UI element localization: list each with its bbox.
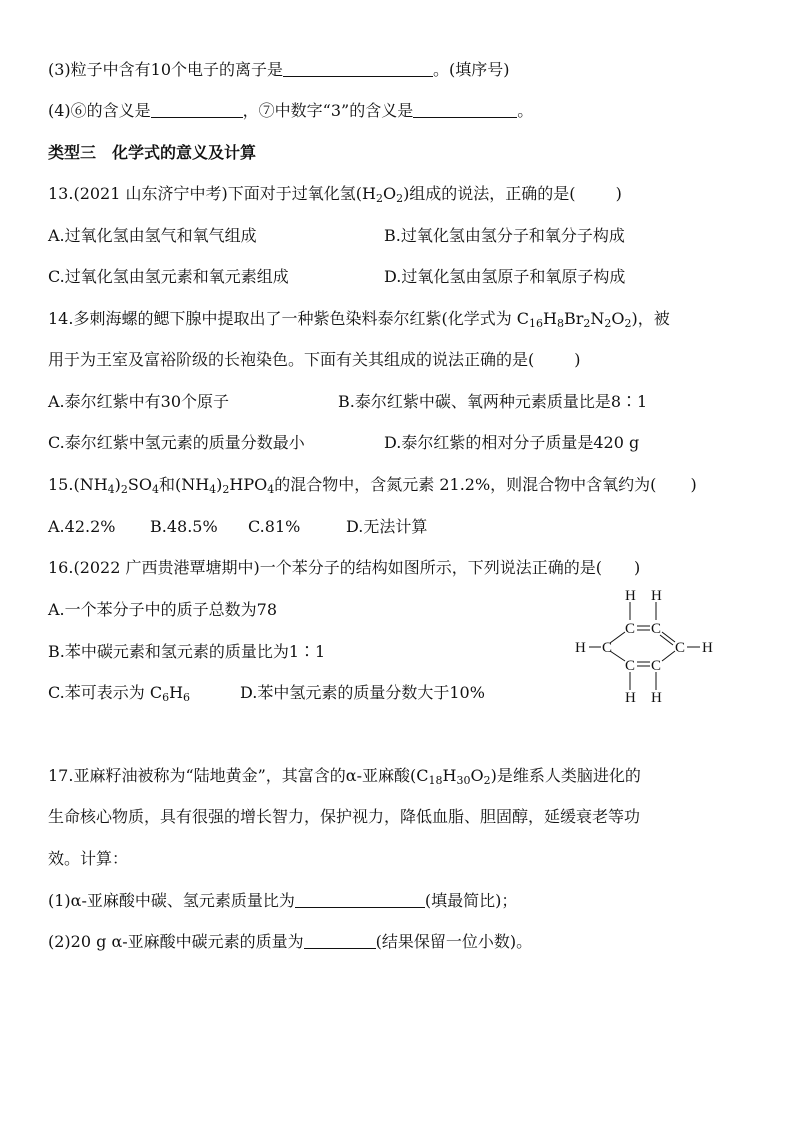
subscript: 2 [120,483,128,496]
q12-part3 [48,59,510,81]
subscript: 30 [456,774,471,787]
q17-text: O [470,766,484,785]
atom-c: C [625,621,636,637]
subscript: 2 [222,483,230,496]
subscript: 2 [483,774,491,787]
atom-h: H [651,690,662,706]
q17-line2: 生命核心物质，具有很强的增长智力，保护视力，降低血脂、胆固醇，延缓衰老等功 [48,807,641,826]
atom-c: C [602,640,613,656]
q13-stem-b: O [382,184,397,203]
q15-option-b: B.48.5% [150,517,218,536]
q16-stem-end: ) [633,558,641,577]
q15-part: 的混合物中，含氮元素 21.2%，则混合物中含氧约为( [274,475,657,494]
bond [662,651,675,661]
q14-option-a: A.泰尔红紫中有30个原子 [48,392,230,411]
q14-line2-end: ) [574,350,581,369]
q12-part4-text-a: (4)⑥的含义是 [48,101,151,120]
q13-stem-c: )组成的说法，正确的是( [403,184,576,203]
q17-line3: 效。计算： [48,849,129,868]
answer-blank[interactable] [413,101,517,118]
bond [662,632,675,642]
q16-option-a: A.一个苯分子中的质子总数为78 [48,600,278,619]
q15-part: 15.(NH [48,475,108,494]
q13-stem-end: ) [615,184,622,203]
q14-stem-b: )，被 [631,309,670,328]
q14-formula-part: N [590,309,605,328]
q16-stem [48,557,640,579]
q14-option-c: C.泰尔红紫中氢元素的质量分数最小 [48,433,305,452]
subscript: 2 [583,317,591,330]
q13-option-d: D.过氧化氢由氢原子和氧原子构成 [384,267,626,286]
atom-c: C [625,658,636,674]
subscript: 4 [151,483,159,496]
q17-part1-end: (填最简比)； [424,891,518,910]
subscript: 6 [162,691,170,704]
q17-text: )是维系人类脑进化的 [490,766,641,785]
subscript: 4 [209,483,217,496]
q15-options [48,516,427,538]
q14-stem-a: 14.多刺海螺的鳃下腺中提取出了一种紫色染料泰尔红紫(化学式为 C [48,309,530,328]
subscript: 16 [529,317,544,330]
q16-option-c-b: H [169,683,184,702]
q16-option-c [48,682,240,704]
atom-c: C [651,621,662,637]
subscript: 4 [107,483,115,496]
q13-stem [48,183,622,205]
q15-option-a: A.42.2% [48,517,116,536]
q17-part2 [48,931,532,953]
answer-blank[interactable] [295,891,425,908]
q14-line2-text: 用于为王室及富裕阶级的长袍染色。下面有关其组成的说法正确的是( [48,350,535,369]
answer-blank[interactable] [283,60,433,77]
atom-h: H [625,690,636,706]
subscript: 8 [556,317,564,330]
answer-blank[interactable] [151,101,243,118]
q14-formula-part: Br [563,309,584,328]
q17-part1 [48,890,517,912]
subscript: 2 [375,192,383,205]
q16-options-cd [48,682,485,704]
q14-stem [48,308,670,330]
q16-option-b: B.苯中碳元素和氢元素的质量比为1∶1 [48,642,326,661]
q17-text: H [442,766,457,785]
q16-option-d: D.苯中氢元素的质量分数大于10% [240,683,485,702]
answer-blank[interactable] [304,932,376,949]
q12-part4 [48,100,533,122]
subscript: 4 [267,483,275,496]
q15-option-d: D.无法计算 [346,517,428,536]
q14-formula-part: O [611,309,625,328]
bond [660,635,673,645]
q13-option-a: A.过氧化氢由氢气和氧气组成 [48,226,257,245]
q14-option-d: D.泰尔红紫的相对分子质量是420 g [384,433,640,452]
q14-stem-line2 [48,349,581,371]
q17-text: 17.亚麻籽油被称为“陆地黄金”，其富含的α-亚麻酸(C [48,766,429,785]
q13-stem-a: 13.(2021 山东济宁中考)下面对于过氧化氢(H [48,184,376,203]
q15-part: ) [216,475,223,494]
q12-part4-text-b: ，⑦中数字“3”的含义是 [242,101,414,120]
q15-part: SO [127,475,152,494]
q12-part3-text: (3)粒子中含有10个电子的离子是 [48,60,284,79]
bond [610,632,625,643]
q14-formula-part: H [543,309,557,328]
q15-part: ) [114,475,121,494]
atom-h: H [651,588,662,604]
q16-stem-text: 16.(2022 广西贵港覃塘期中)一个苯分子的结构如图所示，下列说法正确的是( [48,558,602,577]
q15-part: HPO [229,475,268,494]
q15-stem-end: ) [690,475,697,494]
q12-part3-end: 。(填序号) [433,60,510,79]
q14-option-b: B.泰尔红紫中碳、氧两种元素质量比是8∶1 [338,392,648,411]
q17-part2-end: (结果保留一位小数)。 [375,932,533,951]
bond [610,651,625,661]
subscript: 18 [428,774,443,787]
q15-option-c: C.81% [248,517,301,536]
q17-part2-text: (2)20 g α-亚麻酸中碳元素的质量为 [48,932,304,951]
q13-option-b: B.过氧化氢由氢分子和氧分子构成 [384,226,625,245]
q17-line1 [48,765,641,787]
atom-h: H [702,640,713,656]
subscript: 2 [604,317,612,330]
q12-part4-end: 。 [517,101,534,120]
atom-h: H [575,640,586,656]
subscript: 6 [183,691,191,704]
q17-part1-text: (1)α-亚麻酸中碳、氢元素质量比为 [48,891,295,910]
q16-option-c-a: C.苯可表示为 C [48,683,163,702]
q15-part: 和(NH [158,475,210,494]
atom-h: H [625,588,636,604]
subscript: 2 [396,192,404,205]
q13-option-c: C.过氧化氢由氢元素和氧元素组成 [48,267,289,286]
atom-c: C [651,658,662,674]
subscript: 2 [624,317,632,330]
section-heading: 类型三 化学式的意义及计算 [48,143,257,162]
atom-c: C [675,640,686,656]
q15-stem [48,474,697,496]
benzene-structure-diagram [570,586,730,706]
